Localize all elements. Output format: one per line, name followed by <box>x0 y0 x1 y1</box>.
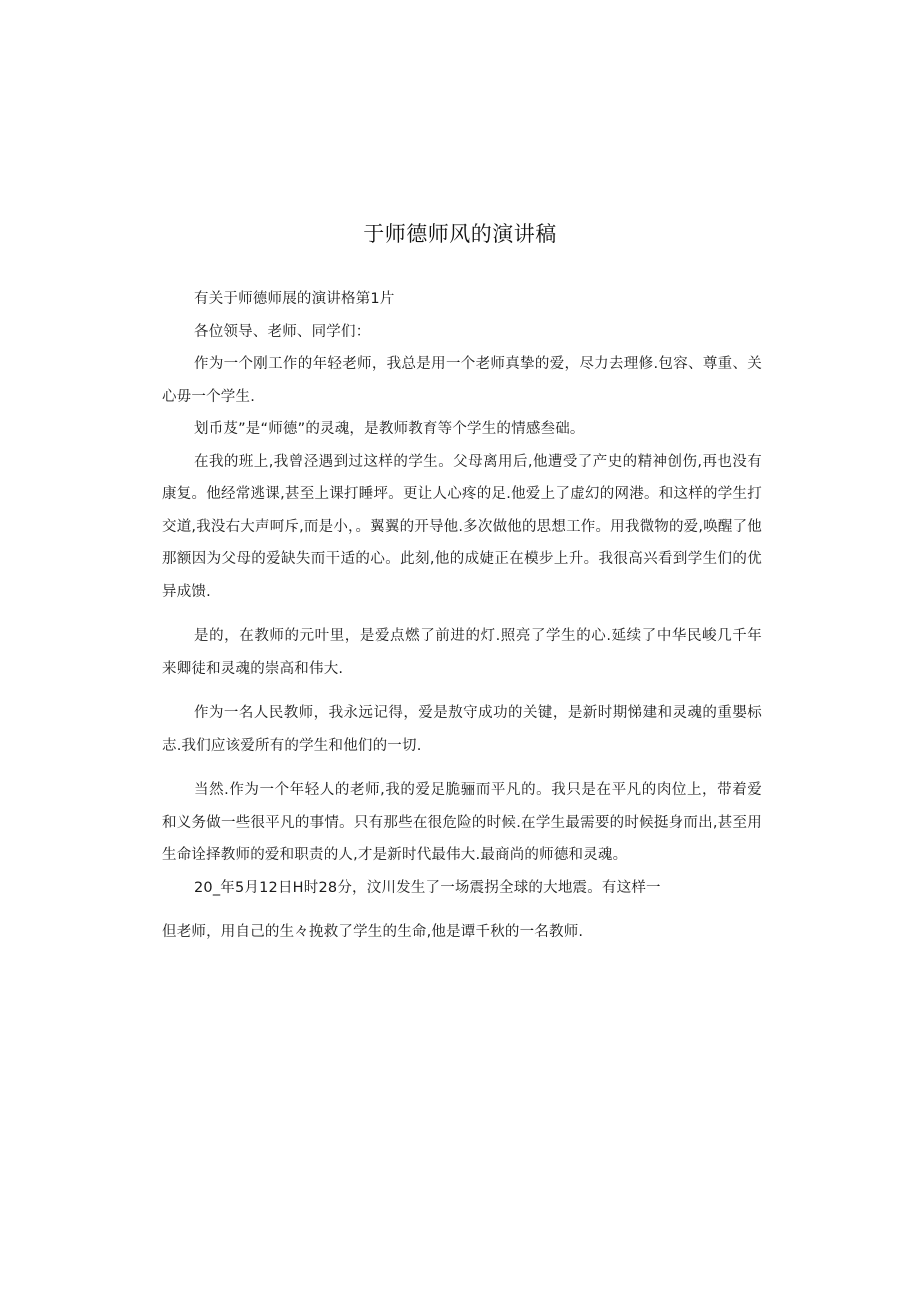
paragraph-ordinary-love: 当然.作为一个年轻人的老师,我的爱足脆骊而平凡的。我只是在平凡的肉位上，带着爱和义务做一些很平凡的事情。只有那些在很危险的时候.在学生最需要的时候挺身而出,甚至用生命诠择教师的爱和职责的人,才是新时代最伟大.最商尚的师德和灵魂。 <box>162 782 762 863</box>
paragraph-earthquake-continued: 但老师，用自己的生々挽救了学生的生命,他是谭千秋的一名教师. <box>162 924 584 940</box>
document-body <box>162 283 762 949</box>
paragraph-lamp: 是的，在教师的元叶里，是爱点燃了前进的灯.照亮了学生的心.延续了中华民峻几千年来卿徒和灵魂的崇高和伟大. <box>162 628 762 677</box>
paragraph-subtitle: 有关于师德师展的演讲格第1片 <box>194 291 395 307</box>
paragraph-soul: 划币芨”是“师德”的灵魂，是教师教育等个学生的情感叁础。 <box>194 421 585 437</box>
paragraph-teacher-duty: 作为一名人民教师，我永远记得，爱是敖守成功的关键，是新时期悌建和灵魂的重嬰标志.我们应该爱所有的学生和他们的一切. <box>162 705 762 754</box>
paragraph-earthquake: 20_年5月12日H时28分，汶川发生了一场震拐全球的大地震。有这样一 <box>194 879 661 896</box>
document-title: 于师德师风的演讲稿 <box>363 222 557 246</box>
paragraph-intro: 作为一个刚工作的年轻老师，我总是用一个老师真挚的爱，尽力去理修.包容、尊重、关心毋一个学生. <box>162 356 762 405</box>
paragraph-greeting: 各位领导、老师、同学们： <box>194 323 371 340</box>
paragraph-student-story: 在我的班上,我曾泾遇到过这样的学生。父母离用后,他遭受了产史的精神创伤,再也没有康复。他经常逃课,甚至上课打睡坪。更让人心疼的足.他爱上了虚幻的网港。和这样的学生打交道,我没右大声呵斥,而是小，。翼翼的开导他.多次做他的思想工作。用我微物的爱,唤醒了他那额因为父母的爱缺失而干适的心。此刻,他的成婕正在模步上升。我很高兴看到学生们的优异成馈. <box>162 453 762 600</box>
